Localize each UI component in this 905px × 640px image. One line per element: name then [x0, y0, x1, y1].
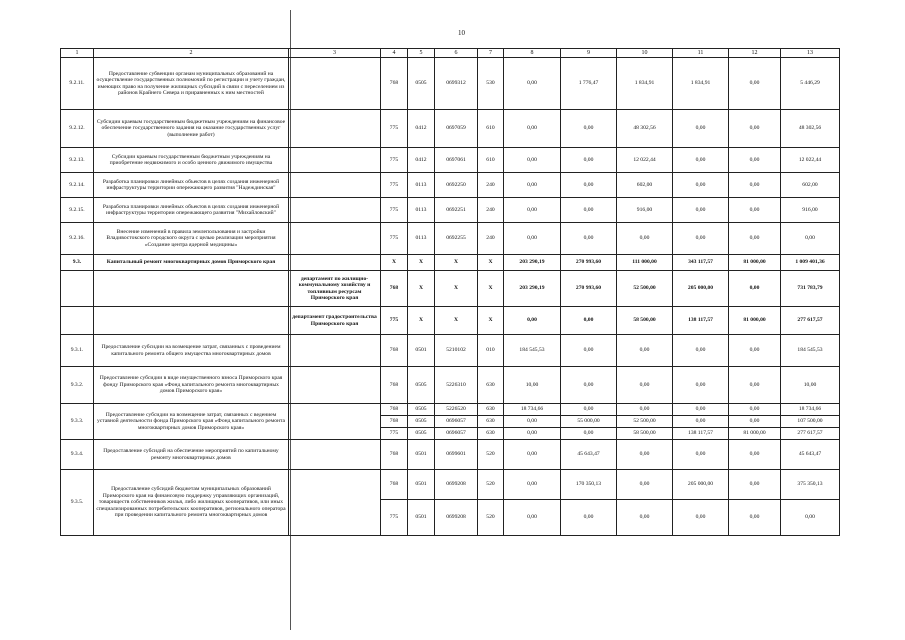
- cell-c12: 81 000,00: [729, 428, 781, 440]
- row-responsible: [289, 58, 381, 110]
- cell-c9: 0,00: [561, 404, 617, 416]
- cell-c7: 610: [478, 148, 504, 173]
- cell-c12: 0,00: [729, 148, 781, 173]
- row-responsible: [289, 110, 381, 148]
- cell-c9: 0,00: [561, 148, 617, 173]
- cell-c4: 768: [381, 58, 408, 110]
- cell-c4: 775: [381, 307, 408, 335]
- cell-c4: X: [381, 255, 408, 271]
- cell-c7: X: [478, 271, 504, 307]
- row-responsible: [289, 440, 381, 470]
- cell-c6: 0696057: [435, 416, 478, 428]
- header-cell: 1: [61, 49, 94, 58]
- cell-c6: 0699601: [435, 440, 478, 470]
- cell-c12: 0,00: [729, 223, 781, 255]
- header-cell: 11: [673, 49, 729, 58]
- cell-c10: 0,00: [617, 223, 673, 255]
- cell-c4: 775: [381, 173, 408, 198]
- cell-c12: 0,00: [729, 440, 781, 470]
- cell-c9: 0,00: [561, 110, 617, 148]
- cell-c7: 240: [478, 198, 504, 223]
- cell-c12: 0,00: [729, 271, 781, 307]
- cell-c8: 203 290,19: [504, 271, 561, 307]
- cell-c5: 0505: [408, 428, 435, 440]
- cell-c7: X: [478, 255, 504, 271]
- header-cell: 4: [381, 49, 408, 58]
- header-cell: 13: [781, 49, 840, 58]
- table-row: [61, 173, 840, 198]
- cell-c8: 0,00: [504, 307, 561, 335]
- cell-c7: X: [478, 307, 504, 335]
- cell-c13: 602,00: [781, 173, 840, 198]
- table-row: [61, 404, 840, 416]
- row-description: Предоставление субсидий бюджетам муниципальных образований Приморского края на финансовую поддержку управляющих организаций, товариществ собственников жилья, либо жилищных кооперативов, или иных специализированных потребительских кооперативов, регионального оператора при проведении капитального ремонта многоквартирных домов: [94, 470, 289, 536]
- cell-c11: 0,00: [673, 335, 729, 367]
- cell-c11: 0,00: [673, 404, 729, 416]
- cell-c11: 138 117,57: [673, 307, 729, 335]
- cell-c13: 277 617,57: [781, 307, 840, 335]
- cell-c5: 0501: [408, 335, 435, 367]
- cell-c10: 0,00: [617, 367, 673, 404]
- cell-c7: 610: [478, 110, 504, 148]
- row-description: Разработка планировки линейных объектов в целях создания инженерной инфраструктуры территории опережающего развития "Надеждинская": [94, 173, 289, 198]
- header-cell: 12: [729, 49, 781, 58]
- cell-c8: 0,00: [504, 198, 561, 223]
- row-number: 9.3.4.: [61, 440, 94, 470]
- cell-c11: 1 834,91: [673, 58, 729, 110]
- row-responsible: департамент по жилищно-коммунальному хозяйству и топливным ресурсам Приморского края: [289, 271, 381, 307]
- row-number: 9.3.1.: [61, 335, 94, 367]
- cell-c12: 0,00: [729, 416, 781, 428]
- cell-c12: 0,00: [729, 198, 781, 223]
- cell-c6: 5226310: [435, 367, 478, 404]
- cell-c6: 0692250: [435, 173, 478, 198]
- cell-c4: 768: [381, 470, 408, 500]
- cell-c4: 775: [381, 148, 408, 173]
- cell-c4: 768: [381, 404, 408, 416]
- cell-c13: 0,00: [781, 223, 840, 255]
- cell-c6: X: [435, 255, 478, 271]
- row-description: Предоставление субсидии на возмещение затрат, связанных с проведением капитального ремонта общего имущества многоквартирных домов: [94, 335, 289, 367]
- cell-c12: 0,00: [729, 58, 781, 110]
- cell-c10: 0,00: [617, 470, 673, 500]
- cell-c12: 81 000,00: [729, 255, 781, 271]
- row-number: 9.2.13.: [61, 148, 94, 173]
- cell-c5: 0505: [408, 416, 435, 428]
- cell-c9: 0,00: [561, 223, 617, 255]
- table-row: [61, 58, 840, 110]
- cell-c7: 630: [478, 404, 504, 416]
- cell-c4: 768: [381, 440, 408, 470]
- cell-c9: 55 000,00: [561, 416, 617, 428]
- cell-c11: 0,00: [673, 148, 729, 173]
- row-number: 9.3.: [61, 255, 94, 271]
- cell-c11: 138 117,57: [673, 428, 729, 440]
- row-description: Капитальный ремонт многоквартирных домов Приморского края: [94, 255, 289, 271]
- cell-c7: 520: [478, 500, 504, 536]
- page-number: 10: [458, 29, 465, 37]
- cell-c10: 1 834,91: [617, 58, 673, 110]
- cell-c7: 630: [478, 428, 504, 440]
- cell-c9: 0,00: [561, 335, 617, 367]
- row-description: [94, 271, 289, 307]
- cell-c10: 111 000,00: [617, 255, 673, 271]
- cell-c4: 768: [381, 367, 408, 404]
- cell-c4: 775: [381, 428, 408, 440]
- cell-c13: 18 734,66: [781, 404, 840, 416]
- row-responsible: [289, 404, 381, 440]
- cell-c10: 0,00: [617, 335, 673, 367]
- cell-c4: 768: [381, 271, 408, 307]
- cell-c6: 0699312: [435, 58, 478, 110]
- cell-c10: 602,00: [617, 173, 673, 198]
- cell-c8: 184 545,53: [504, 335, 561, 367]
- table-row-total: [61, 255, 840, 271]
- cell-c5: 0113: [408, 173, 435, 198]
- cell-c8: 203 290,19: [504, 255, 561, 271]
- cell-c13: 12 022,44: [781, 148, 840, 173]
- cell-c11: 0,00: [673, 500, 729, 536]
- cell-c13: 10,00: [781, 367, 840, 404]
- cell-c9: 270 993,60: [561, 255, 617, 271]
- cell-c4: 768: [381, 335, 408, 367]
- cell-c11: 0,00: [673, 110, 729, 148]
- cell-c8: 0,00: [504, 58, 561, 110]
- row-responsible: [289, 223, 381, 255]
- cell-c7: 530: [478, 58, 504, 110]
- cell-c5: X: [408, 271, 435, 307]
- row-number: 9.3.2.: [61, 367, 94, 404]
- budget-table: [60, 48, 840, 536]
- row-description: Внесение изменений в правила землепользования и застройки Владивостокского городского округа с целью реализации мероприятия «Создание центра ядерной медицины»: [94, 223, 289, 255]
- cell-c11: 0,00: [673, 440, 729, 470]
- row-number: 9.2.12.: [61, 110, 94, 148]
- cell-c6: 0697061: [435, 148, 478, 173]
- row-description: Предоставление субсидий на обеспечение мероприятий по капитальному ремонту многоквартирных домов: [94, 440, 289, 470]
- row-number: 9.2.11.: [61, 58, 94, 110]
- cell-c13: 5 446,29: [781, 58, 840, 110]
- cell-c5: 0113: [408, 223, 435, 255]
- row-description: Предоставление субвенции органам муниципальных образований на осуществление государственных полномочий по регистрации и учету граждан, имеющих право на получение жилищных субсидий в связи с переселением из районов Крайнего Севера и приравненных к ним местностей: [94, 58, 289, 110]
- cell-c6: 0692251: [435, 198, 478, 223]
- row-number: 9.3.5.: [61, 470, 94, 536]
- cell-c10: 58 500,00: [617, 307, 673, 335]
- row-responsible: [289, 255, 381, 271]
- cell-c12: 0,00: [729, 500, 781, 536]
- header-cell: 6: [435, 49, 478, 58]
- cell-c7: 630: [478, 416, 504, 428]
- row-description: Предоставление субсидии в виде имущественного взноса Приморского края фонду Приморского края «Фонд капитального ремонта многоквартирных домов Приморского края»: [94, 367, 289, 404]
- cell-c8: 0,00: [504, 223, 561, 255]
- header-row: [61, 49, 840, 58]
- cell-c4: 775: [381, 198, 408, 223]
- cell-c10: 12 022,44: [617, 148, 673, 173]
- row-number: 9.2.14.: [61, 173, 94, 198]
- cell-c12: 0,00: [729, 404, 781, 416]
- cell-c10: 52 500,00: [617, 271, 673, 307]
- cell-c10: 0,00: [617, 500, 673, 536]
- cell-c11: 343 117,57: [673, 255, 729, 271]
- header-cell: 5: [408, 49, 435, 58]
- cell-c8: 0,00: [504, 416, 561, 428]
- cell-c7: 010: [478, 335, 504, 367]
- cell-c12: 0,00: [729, 110, 781, 148]
- cell-c6: 0696057: [435, 428, 478, 440]
- cell-c12: 0,00: [729, 335, 781, 367]
- row-description: Субсидии краевым государственным бюджетным учреждениям на приобретение недвижимого и особо ценного движимого имущества: [94, 148, 289, 173]
- table-row: [61, 335, 840, 367]
- cell-c5: 0505: [408, 58, 435, 110]
- row-number: [61, 271, 94, 307]
- cell-c8: 10,00: [504, 367, 561, 404]
- cell-c4: 775: [381, 223, 408, 255]
- cell-c8: 0,00: [504, 440, 561, 470]
- cell-c9: 0,00: [561, 198, 617, 223]
- cell-c13: 45 643,47: [781, 440, 840, 470]
- cell-c12: 0,00: [729, 173, 781, 198]
- cell-c13: 731 783,79: [781, 271, 840, 307]
- cell-c8: 0,00: [504, 470, 561, 500]
- row-responsible: [289, 148, 381, 173]
- cell-c5: 0412: [408, 148, 435, 173]
- cell-c8: 0,00: [504, 110, 561, 148]
- cell-c5: 0113: [408, 198, 435, 223]
- table-row: [61, 367, 840, 404]
- cell-c8: 0,00: [504, 500, 561, 536]
- cell-c9: 0,00: [561, 307, 617, 335]
- cell-c13: 375 350,13: [781, 470, 840, 500]
- cell-c6: 5210102: [435, 335, 478, 367]
- table-row: [61, 110, 840, 148]
- cell-c6: 5226520: [435, 404, 478, 416]
- row-responsible: [289, 335, 381, 367]
- cell-c9: 0,00: [561, 173, 617, 198]
- cell-c6: X: [435, 307, 478, 335]
- cell-c5: X: [408, 307, 435, 335]
- cell-c4: 775: [381, 110, 408, 148]
- cell-c5: 0501: [408, 500, 435, 536]
- cell-c10: 58 500,00: [617, 428, 673, 440]
- table-row-subtotal: [61, 307, 840, 335]
- cell-c10: 0,00: [617, 404, 673, 416]
- row-description: Предоставление субсидии на возмещение затрат, связанных с ведением уставной деятельности фонда Приморского края «Фонд капитального ремонта многоквартирных домов Приморского края»: [94, 404, 289, 440]
- row-number: 9.2.15.: [61, 198, 94, 223]
- cell-c7: 240: [478, 223, 504, 255]
- row-number: [61, 307, 94, 335]
- cell-c9: 170 350,13: [561, 470, 617, 500]
- cell-c10: 48 302,56: [617, 110, 673, 148]
- cell-c6: 0692255: [435, 223, 478, 255]
- cell-c11: 0,00: [673, 223, 729, 255]
- row-number: 9.2.16.: [61, 223, 94, 255]
- cell-c5: 0412: [408, 110, 435, 148]
- cell-c9: 0,00: [561, 428, 617, 440]
- cell-c7: 240: [478, 173, 504, 198]
- cell-c13: 0,00: [781, 500, 840, 536]
- cell-c11: 0,00: [673, 367, 729, 404]
- cell-c9: 1 776,47: [561, 58, 617, 110]
- cell-c11: 0,00: [673, 173, 729, 198]
- row-responsible: [289, 198, 381, 223]
- cell-c12: 0,00: [729, 470, 781, 500]
- cell-c9: 0,00: [561, 500, 617, 536]
- cell-c11: 205 000,00: [673, 470, 729, 500]
- table-row: [61, 223, 840, 255]
- table-row: [61, 198, 840, 223]
- row-responsible: [289, 367, 381, 404]
- row-responsible: департамент градостроительства Приморского края: [289, 307, 381, 335]
- cell-c6: 0699208: [435, 500, 478, 536]
- cell-c13: 184 545,53: [781, 335, 840, 367]
- cell-c6: 0699208: [435, 470, 478, 500]
- row-description: Разработка планировки линейных объектов в целях создания инженерной инфраструктуры территории опережающего развития "Михайловский": [94, 198, 289, 223]
- cell-c6: X: [435, 271, 478, 307]
- cell-c13: 277 617,57: [781, 428, 840, 440]
- cell-c13: 916,00: [781, 198, 840, 223]
- cell-c5: 0505: [408, 404, 435, 416]
- cell-c7: 520: [478, 470, 504, 500]
- header-cell: 8: [504, 49, 561, 58]
- cell-c5: 0501: [408, 470, 435, 500]
- cell-c12: 81 000,00: [729, 307, 781, 335]
- row-responsible: [289, 173, 381, 198]
- cell-c9: 45 643,47: [561, 440, 617, 470]
- cell-c4: 775: [381, 500, 408, 536]
- cell-c7: 630: [478, 367, 504, 404]
- cell-c11: 0,00: [673, 416, 729, 428]
- table-row-subtotal: [61, 271, 840, 307]
- cell-c13: 48 302,56: [781, 110, 840, 148]
- cell-c8: 0,00: [504, 173, 561, 198]
- cell-c11: 205 000,00: [673, 271, 729, 307]
- cell-c9: 0,00: [561, 367, 617, 404]
- header-cell: 10: [617, 49, 673, 58]
- cell-c10: 0,00: [617, 440, 673, 470]
- cell-c6: 0697059: [435, 110, 478, 148]
- table-row: [61, 148, 840, 173]
- header-cell: 7: [478, 49, 504, 58]
- cell-c7: 520: [478, 440, 504, 470]
- cell-c9: 270 993,60: [561, 271, 617, 307]
- cell-c8: 0,00: [504, 428, 561, 440]
- table-row: [61, 440, 840, 470]
- cell-c13: 1 009 401,36: [781, 255, 840, 271]
- cell-c5: X: [408, 255, 435, 271]
- cell-c4: 768: [381, 416, 408, 428]
- cell-c10: 52 500,00: [617, 416, 673, 428]
- row-description: [94, 307, 289, 335]
- cell-c5: 0501: [408, 440, 435, 470]
- cell-c8: 18 734,66: [504, 404, 561, 416]
- cell-c5: 0505: [408, 367, 435, 404]
- row-responsible: [289, 470, 381, 536]
- cell-c11: 0,00: [673, 198, 729, 223]
- table-row: [61, 470, 840, 500]
- cell-c13: 107 500,00: [781, 416, 840, 428]
- header-cell: 2: [94, 49, 289, 58]
- cell-c8: 0,00: [504, 148, 561, 173]
- header-cell: 9: [561, 49, 617, 58]
- header-cell: 3: [289, 49, 381, 58]
- row-description: Субсидии краевым государственным бюджетным учреждениям на финансовое обеспечение государственного задания на оказание государственных услуг (выполнение работ): [94, 110, 289, 148]
- cell-c10: 916,00: [617, 198, 673, 223]
- cell-c12: 0,00: [729, 367, 781, 404]
- row-number: 9.3.3.: [61, 404, 94, 440]
